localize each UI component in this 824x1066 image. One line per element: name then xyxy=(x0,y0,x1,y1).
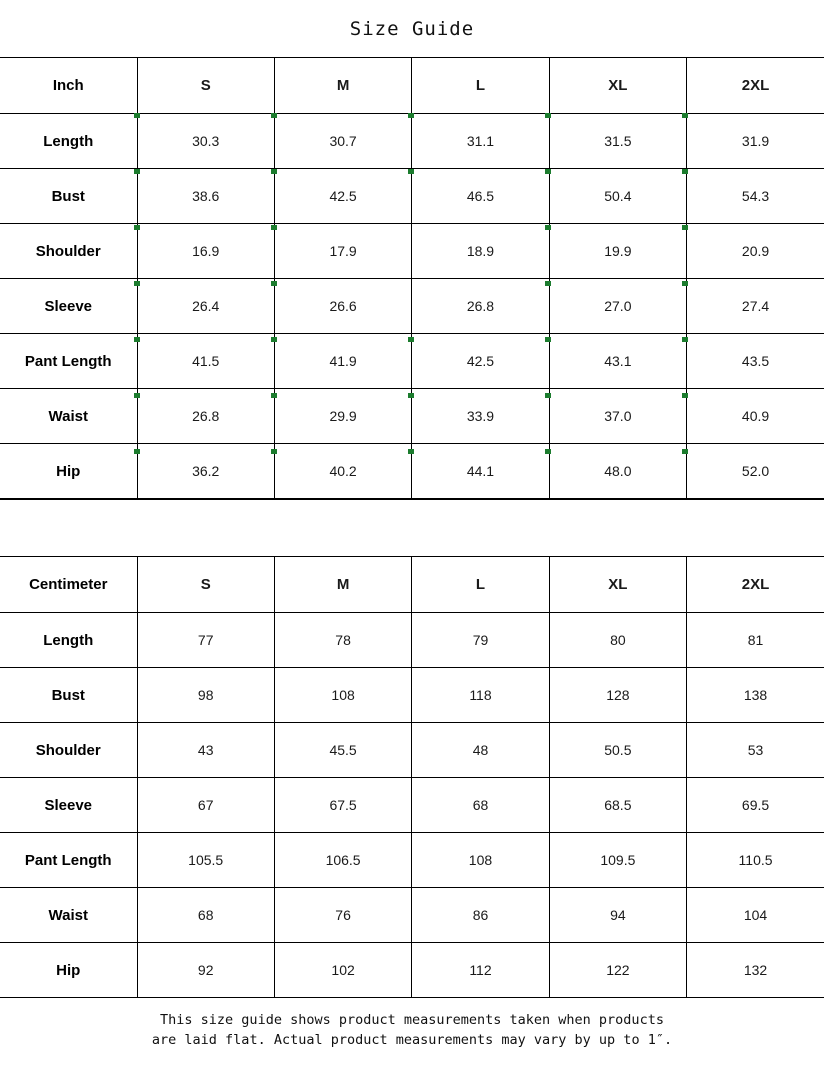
table-cell: 41.9 xyxy=(274,334,411,389)
table-cell: 37.0 xyxy=(549,389,686,444)
table-row xyxy=(0,668,824,723)
table-cell: 30.7 xyxy=(274,114,411,169)
table-cell: 31.5 xyxy=(549,114,686,169)
row-label: Waist xyxy=(0,389,137,444)
table-cell: 108 xyxy=(412,833,549,888)
table-row xyxy=(0,888,824,943)
table-header-row xyxy=(0,58,824,114)
spacer xyxy=(0,500,824,556)
table-row xyxy=(0,778,824,833)
footnote-line-1: This size guide shows product measurements taken when products xyxy=(160,1012,664,1028)
table-cell: 36.2 xyxy=(137,444,274,499)
table-cell: 106.5 xyxy=(274,833,411,888)
footnote-line-2: are laid flat. Actual product measurements may vary by up to 1″. xyxy=(151,1032,673,1048)
table-cell: 109.5 xyxy=(549,833,686,888)
table-row xyxy=(0,389,824,444)
table-row xyxy=(0,613,824,668)
table-cell: 40.9 xyxy=(687,389,824,444)
table-cell: 50.4 xyxy=(549,169,686,224)
table-cell: 105.5 xyxy=(137,833,274,888)
table-separator xyxy=(0,499,824,556)
table-cell: 78 xyxy=(274,613,411,668)
table-row xyxy=(0,334,824,389)
table-cell: 16.9 xyxy=(137,224,274,279)
row-label: Pant Length xyxy=(0,334,137,389)
table-cell: 29.9 xyxy=(274,389,411,444)
table-cell: 128 xyxy=(549,668,686,723)
table-cell: 18.9 xyxy=(412,224,549,279)
table-cell: 53 xyxy=(687,723,824,778)
table-row xyxy=(0,723,824,778)
table-cell: 48.0 xyxy=(549,444,686,499)
table-cell: 104 xyxy=(687,888,824,943)
table-cell: 67 xyxy=(137,778,274,833)
table-cell: 68 xyxy=(412,778,549,833)
size-table-centimeter xyxy=(0,556,824,998)
table-cell: 45.5 xyxy=(274,723,411,778)
table-row xyxy=(0,943,824,998)
table-cell: 54.3 xyxy=(687,169,824,224)
table-cell: 132 xyxy=(687,943,824,998)
table-cell: 43.5 xyxy=(687,334,824,389)
table-cell: 77 xyxy=(137,613,274,668)
table-cell: 86 xyxy=(412,888,549,943)
table-row xyxy=(0,444,824,499)
column-header-m: M xyxy=(274,58,411,114)
table-cell: 112 xyxy=(412,943,549,998)
table-cell: 68 xyxy=(137,888,274,943)
row-label: Waist xyxy=(0,888,137,943)
row-label: Sleeve xyxy=(0,778,137,833)
table-cell: 122 xyxy=(549,943,686,998)
column-header-xl: XL xyxy=(549,58,686,114)
size-table-inch xyxy=(0,57,824,499)
table-cell: 52.0 xyxy=(687,444,824,499)
table-cell: 79 xyxy=(412,613,549,668)
row-label: Bust xyxy=(0,668,137,723)
table-cell: 38.6 xyxy=(137,169,274,224)
row-label: Hip xyxy=(0,444,137,499)
column-header-m: M xyxy=(274,557,411,613)
table-cell: 138 xyxy=(687,668,824,723)
table-cell: 43.1 xyxy=(549,334,686,389)
table-cell: 19.9 xyxy=(549,224,686,279)
table-cell: 31.9 xyxy=(687,114,824,169)
column-header-2xl: 2XL xyxy=(687,58,824,114)
table-cell: 20.9 xyxy=(687,224,824,279)
table-cell: 50.5 xyxy=(549,723,686,778)
table-cell: 67.5 xyxy=(274,778,411,833)
table-cell: 46.5 xyxy=(412,169,549,224)
table-cell: 40.2 xyxy=(274,444,411,499)
column-header-l: L xyxy=(412,58,549,114)
table-row xyxy=(0,169,824,224)
table-cell: 94 xyxy=(549,888,686,943)
table-row xyxy=(0,114,824,169)
table-row xyxy=(0,224,824,279)
table-cell: 98 xyxy=(137,668,274,723)
table-cell: 26.8 xyxy=(412,279,549,334)
column-header-2xl: 2XL xyxy=(687,557,824,613)
table-cell: 68.5 xyxy=(549,778,686,833)
table-row xyxy=(0,279,824,334)
unit-label: Inch xyxy=(0,58,137,114)
table-cell: 110.5 xyxy=(687,833,824,888)
table-cell: 41.5 xyxy=(137,334,274,389)
table-cell: 108 xyxy=(274,668,411,723)
table-cell: 26.8 xyxy=(137,389,274,444)
table-cell: 26.6 xyxy=(274,279,411,334)
table-cell: 31.1 xyxy=(412,114,549,169)
column-header-l: L xyxy=(412,557,549,613)
table-cell: 27.0 xyxy=(549,279,686,334)
row-label: Hip xyxy=(0,943,137,998)
table-cell: 42.5 xyxy=(274,169,411,224)
table-cell: 76 xyxy=(274,888,411,943)
row-label: Length xyxy=(0,114,137,169)
row-label: Bust xyxy=(0,169,137,224)
table-cell: 43 xyxy=(137,723,274,778)
row-label: Pant Length xyxy=(0,833,137,888)
row-label: Sleeve xyxy=(0,279,137,334)
table-cell: 80 xyxy=(549,613,686,668)
table-cell: 17.9 xyxy=(274,224,411,279)
table-cell: 44.1 xyxy=(412,444,549,499)
row-label: Length xyxy=(0,613,137,668)
table-cell: 30.3 xyxy=(137,114,274,169)
table-cell: 33.9 xyxy=(412,389,549,444)
row-label: Shoulder xyxy=(0,224,137,279)
table-cell: 81 xyxy=(687,613,824,668)
table-cell: 27.4 xyxy=(687,279,824,334)
column-header-s: S xyxy=(137,58,274,114)
unit-label: Centimeter xyxy=(0,557,137,613)
table-cell: 69.5 xyxy=(687,778,824,833)
table-cell: 118 xyxy=(412,668,549,723)
column-header-s: S xyxy=(137,557,274,613)
table-cell: 102 xyxy=(274,943,411,998)
table-cell: 42.5 xyxy=(412,334,549,389)
row-label: Shoulder xyxy=(0,723,137,778)
table-row xyxy=(0,833,824,888)
page-title: Size Guide xyxy=(349,17,475,40)
table-cell: 92 xyxy=(137,943,274,998)
column-header-xl: XL xyxy=(549,557,686,613)
footnote xyxy=(0,998,824,1060)
table-cell: 48 xyxy=(412,723,549,778)
table-header-row xyxy=(0,557,824,613)
table-cell: 26.4 xyxy=(137,279,274,334)
